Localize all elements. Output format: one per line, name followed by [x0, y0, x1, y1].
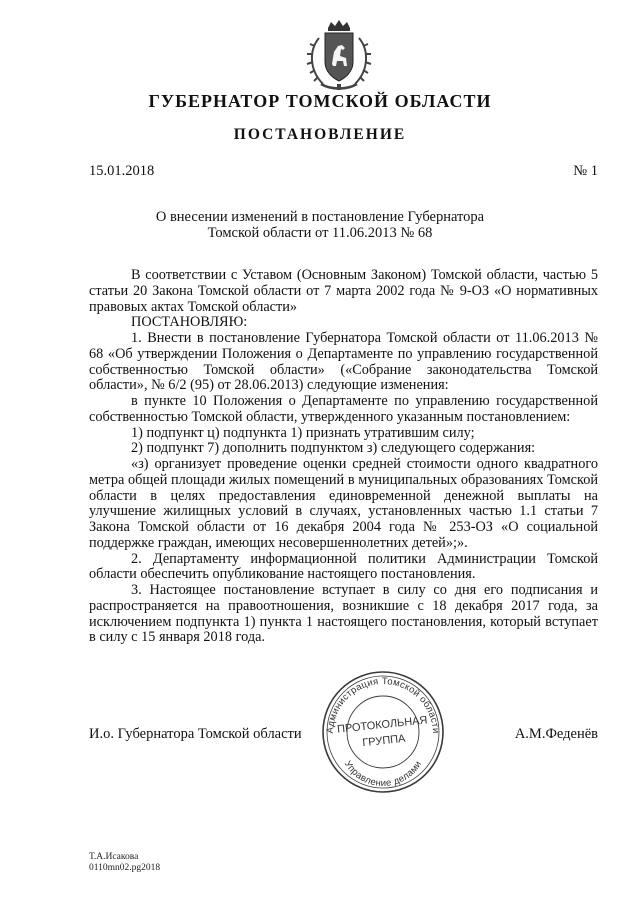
- clause-1-amendment: в пункте 10 Положения о Департаменте по управлению государственной собственностью Томской области, утвержденного указанным постановлением:: [89, 393, 598, 425]
- protocol-group-stamp: [317, 668, 449, 796]
- decree-word: ПОСТАНОВЛЯЮ:: [131, 314, 248, 331]
- signatory-position: И.о. Губернатора Томской области: [89, 726, 302, 742]
- clause-1-subitem-1: 1) подпункт ц) подпункта 1) признать утратившим силу;: [131, 424, 475, 441]
- document-subject: [0, 209, 640, 241]
- document-number: № 1: [573, 163, 598, 179]
- stamp-center-line-1: ПРОТОКОЛЬНАЯ: [336, 714, 429, 736]
- stamp-center-line-2: ГРУППА: [361, 732, 407, 750]
- executor-file-code: 0110mn02.pg2018: [89, 863, 161, 873]
- signatory-name: А.М.Феденёв: [514, 726, 598, 742]
- subject-line-2: Томской области от 11.06.2013 № 68: [207, 225, 433, 241]
- organization-title: ГУБЕРНАТОР ТОМСКОЙ ОБЛАСТИ: [148, 91, 492, 111]
- executor-name: Т.А.Исакова: [89, 852, 139, 862]
- coat-of-arms-emblem: [303, 18, 375, 94]
- clause-2: 2. Департаменту информационной политики Администрации Томской области обеспечить опубликование настоящего постановления.: [89, 550, 598, 583]
- preamble-paragraph: В соответствии с Уставом (Основным Законом) Томской области, частью 5 статьи 20 Закона Томской области от 7 марта 2002 года № 9-ОЗ «О нормативных правовых актах Томской области»: [89, 267, 598, 315]
- clause-1: 1. Внести в постановление Губернатора Томской области от 11.06.2013 № 68 «Об утверждении Положения о Департаменте по управлению государственной собственностью Томской области» («Собрание законодательства Томской области», № 6/2 (95) от 28.06.2013) следующие изменения:: [89, 330, 598, 394]
- clause-1-subitem-2: 2) подпункт 7) дополнить подпунктом з) следующего содержания:: [131, 440, 536, 457]
- document-type-title: ПОСТАНОВЛЕНИЕ: [233, 126, 407, 143]
- stamp-ring-bottom-text: Управление делами: [341, 758, 425, 790]
- stamp-ring-top-text: Администрация Томской области: [324, 675, 442, 734]
- clause-3: 3. Настоящее постановление вступает в силу со дня его подписания и распространяется на правоотношения, возникшие с 18 декабря 2017 года, за исключением подпункта 1) пункта 1 настоящего постановления, который вступает в силу с 15 января 2018 года.: [89, 582, 598, 646]
- clause-1-quoted-text: «з) организует проведение оценки средней стоимости одного квадратного метра общей площади жилых помещений в муниципальных образованиях Томской области в целях предоставления единовременной денежной выплаты на улучшение жилищных условий в случаях, установленных частью 1.1 статьи 7 Закона Томской области от 16 декабря 2004 года № 253-ОЗ «О социальной поддержке граждан, имеющих несовершеннолетних детей»;».: [89, 456, 598, 551]
- executor-info: [89, 852, 160, 874]
- subject-line-1: О внесении изменений в постановление Губернатора: [155, 209, 485, 225]
- document-date: 15.01.2018: [89, 163, 155, 179]
- document-body: [89, 268, 598, 646]
